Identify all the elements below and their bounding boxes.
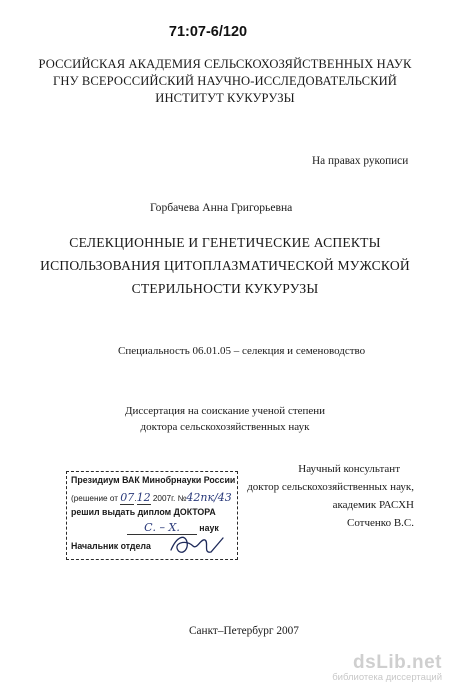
- stamp-date-day: 07: [120, 491, 135, 504]
- degree-line: Диссертация на соискание ученой степени: [124, 405, 326, 417]
- title-line: ИСПОЛЬЗОВАНИЯ ЦИТОПЛАЗМАТИЧЕСКОЙ МУЖСКОЙ: [40, 258, 410, 273]
- signature-icon: [167, 532, 227, 558]
- degree-statement: [0, 403, 450, 435]
- organization-line: ИНСТИТУТ КУКУРУЗЫ: [155, 91, 295, 105]
- organization-line: ГНУ ВСЕРОССИЙСКИЙ НАУЧНО-ИССЛЕДОВАТЕЛЬСКИЙ: [53, 74, 397, 88]
- dslib-watermark: [292, 652, 442, 683]
- dissertation-title: [0, 231, 450, 300]
- title-line: СЕЛЕКЦИОННЫЕ И ГЕНЕТИЧЕСКИЕ АСПЕКТЫ: [69, 235, 381, 250]
- specialty: Специальность 06.01.05 – селекция и семеноводство: [118, 345, 366, 357]
- rights-note: На правах рукописи: [312, 155, 409, 167]
- title-line: СТЕРИЛЬНОСТИ КУКУРУЗЫ: [131, 281, 319, 296]
- advisor-line: Научный консультант: [298, 463, 400, 475]
- stamp-date-month: 12: [136, 491, 151, 504]
- stamp-line-presidium: Президиум ВАК Минобрнауки России: [71, 475, 236, 485]
- stamp-decision-number: 42пк/43: [186, 491, 232, 504]
- stamp-line-head: Начальник отдела: [71, 541, 151, 551]
- author-name: Горбачева Анна Григорьевна: [150, 201, 293, 214]
- advisor-line: Сотченко В.С.: [346, 517, 414, 529]
- scientific-advisor: [214, 460, 414, 532]
- degree-line: доктора сельскохозяйственных наук: [140, 421, 310, 433]
- shelf-mark: 71:07-6/120: [168, 24, 248, 40]
- stamp-line-degree: С. – Х. наук: [127, 521, 219, 535]
- organization-line: РОССИЙСКАЯ АКАДЕМИЯ СЕЛЬСКОХОЗЯЙСТВЕННЫХ НАУК: [38, 57, 412, 71]
- stamp-degree-handwritten: С. – Х.: [127, 521, 197, 535]
- watermark-subtitle: библиотека диссертаций: [332, 672, 442, 683]
- watermark-logo: dsLib.net: [353, 652, 442, 673]
- vak-approval-stamp: [66, 471, 238, 560]
- city-year: Санкт–Петербург 2007: [189, 625, 299, 637]
- stamp-line-diploma: решил выдать диплом ДОКТОРА: [71, 507, 216, 517]
- stamp-line-decision: (решение от 07.12 2007г. №42пк/43: [71, 491, 232, 504]
- advisor-line: академик РАСХН: [332, 499, 414, 511]
- advisor-line: доктор сельскохозяйственных наук,: [247, 481, 414, 493]
- organization-block: [0, 56, 450, 107]
